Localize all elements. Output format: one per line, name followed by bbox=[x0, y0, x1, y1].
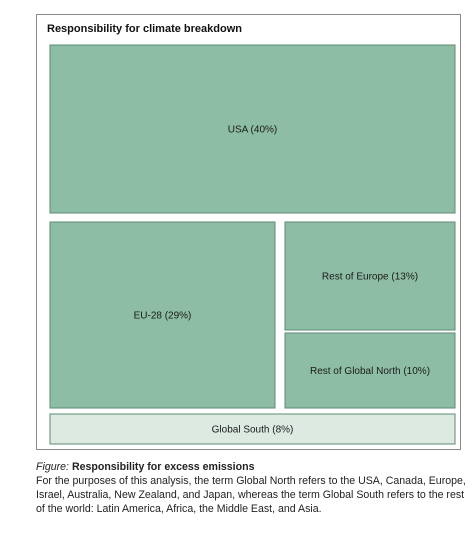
cell-global-south-label: Global South (8%) bbox=[211, 424, 294, 436]
cell-rest-of-global-north-label: Rest of Global North (10%) bbox=[309, 366, 431, 377]
chart-title: Responsibility for climate breakdown bbox=[47, 23, 242, 35]
cell-rest-of-europe bbox=[285, 222, 455, 330]
treemap-chart bbox=[37, 15, 462, 451]
figure-caption bbox=[36, 460, 470, 516]
caption-figure-word: Figure: bbox=[36, 461, 69, 473]
cell-eu28 bbox=[50, 222, 275, 408]
cell-usa bbox=[50, 45, 455, 213]
cell-rest-of-global-north bbox=[285, 333, 455, 408]
cell-rest-of-europe-label: Rest of Europe (13%) bbox=[321, 271, 419, 283]
cell-eu28-label: EU-28 (29%) bbox=[133, 310, 192, 322]
cell-usa-label: USA (40%) bbox=[227, 124, 278, 136]
caption-body: For the purposes of this analysis, the term Global North refers to the USA, Canada, Europe, Israel, Australia, New Zealand, and Japan, whereas the term Global South refers to the rest of the world: Latin America, Africa, the Middle East, and Asia. bbox=[36, 475, 466, 515]
caption-heading bbox=[36, 460, 470, 474]
cell-global-south bbox=[50, 414, 455, 444]
caption-title: Responsibility for excess emissions bbox=[71, 461, 255, 473]
chart-frame bbox=[36, 14, 461, 450]
